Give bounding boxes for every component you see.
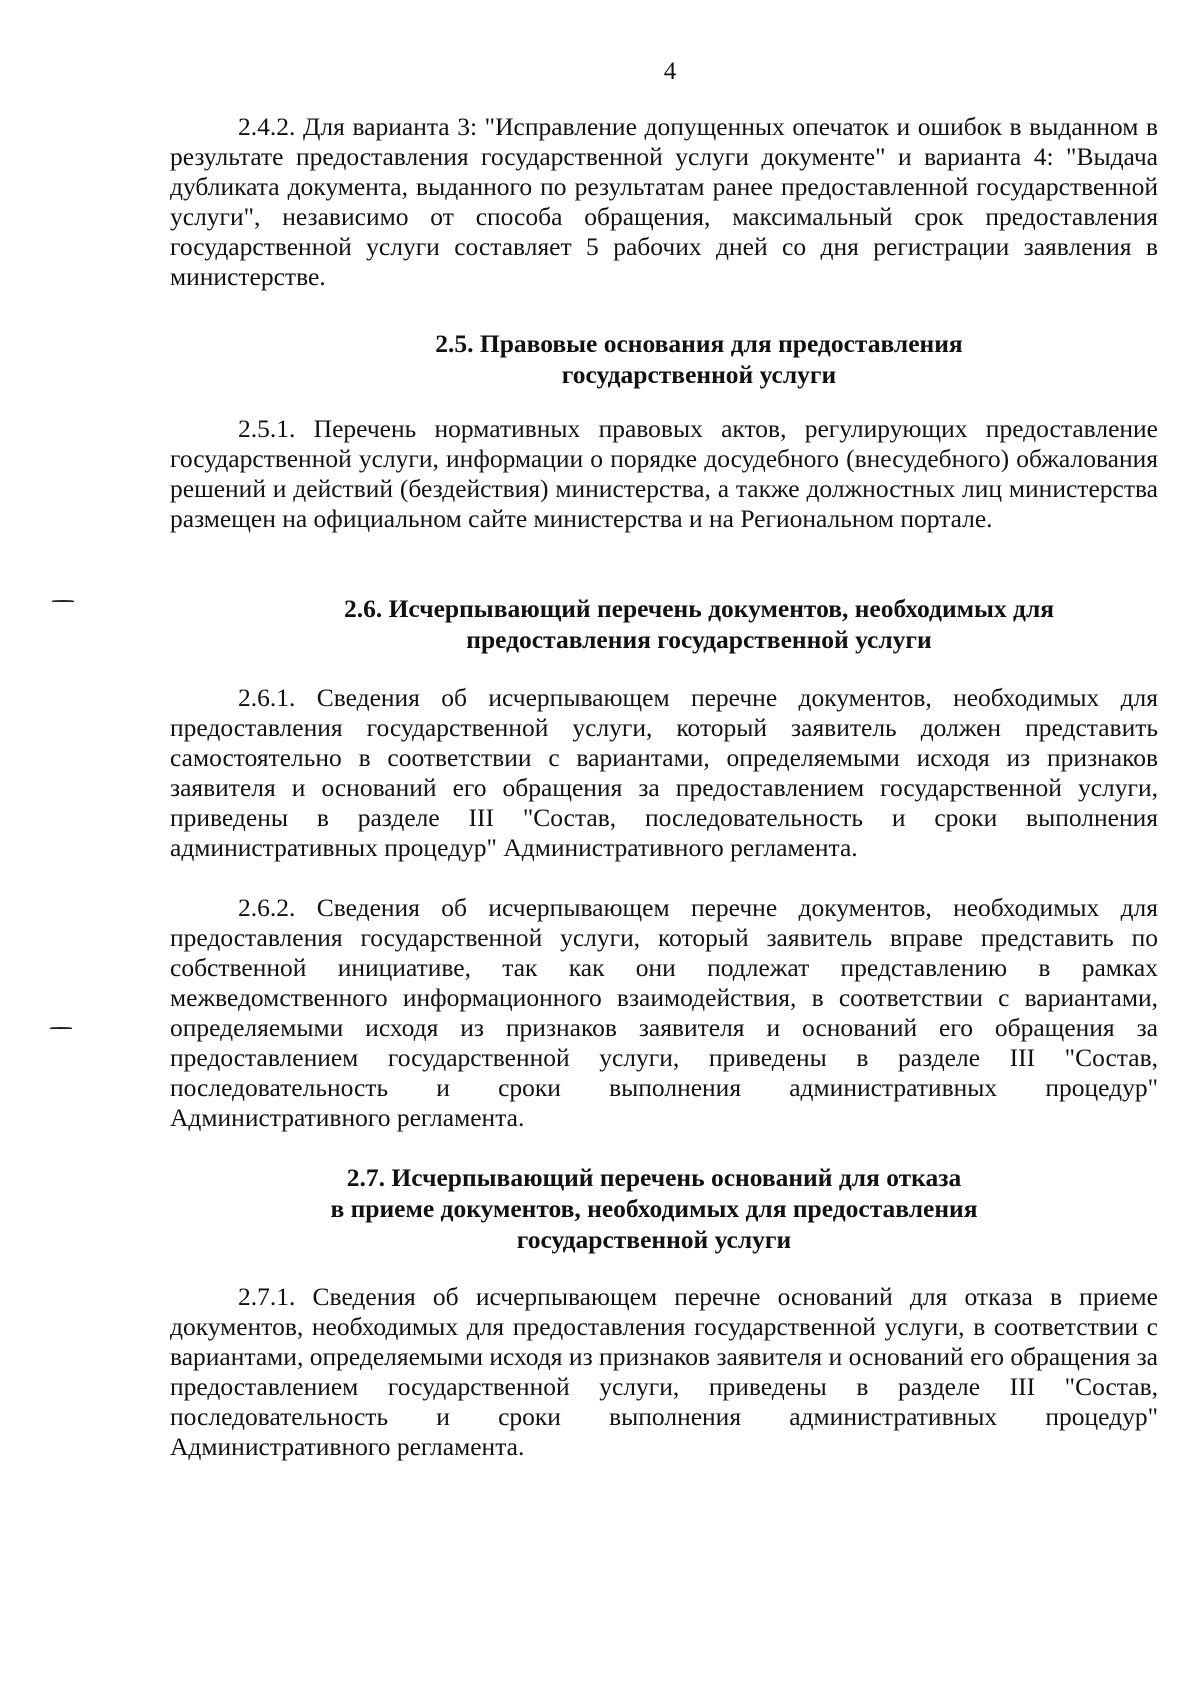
heading-2-5 — [205, 328, 1193, 390]
paragraph-text: 2.5.1. Перечень нормативных правовых актов, регулирующих предоставление государственной услуги, информации о порядке досудебного (внесудебного) обжалования решений и действий (бездействия) министерства, а также должностных лиц министерства размещен на официальном сайте министерства и на Региональном портале. — [170, 414, 1158, 533]
paragraph-text: 2.6.1. Сведения об исчерпывающем перечне документов, необходимых для предоставления государственной услуги, который заявитель должен представить самостоятельно в соответствии с вариантами, определяемыми исходя из признаков заявителя и оснований его обращения за предоставлением государственной услуги, приведены в разделе III "Состав, последовательность и сроки выполнения административных процедур" Административного регламента. — [170, 683, 1158, 862]
heading-line: 2.6. Исчерпывающий перечень документов, необходимых для — [343, 594, 1055, 623]
scan-mark — [52, 600, 74, 602]
paragraph-2-6-1 — [170, 683, 1158, 863]
scan-mark — [50, 1027, 72, 1029]
heading-line: 2.5. Правовые основания для предоставления — [435, 329, 963, 358]
paragraph-text: 2.7.1. Сведения об исчерпывающем перечне оснований для отказа в приеме документов, необходимых для предоставления государственной услуги, в соответствии с вариантами, определяемыми исходя из признаков заявителя и оснований его обращения за предоставлением государственной услуги, приведены в разделе III "Состав, последовательность и сроки выполнения административных процедур" Административного регламента. — [170, 1282, 1158, 1461]
heading-line: государственной услуги — [561, 360, 837, 389]
heading-2-6 — [205, 593, 1193, 655]
page-number: 4 — [663, 58, 677, 85]
heading-2-7 — [160, 1162, 1148, 1255]
paragraph-text: 2.4.2. Для варианта 3: "Исправление допущенных опечаток и ошибок в выданном в результате предоставления государственной услуги документе" и варианта 4: "Выдача дубликата документа, выданного по результатам ранее предоставленной государственной услуги", независимо от способа обращения, максимальный срок предоставления государственной услуги составляет 5 рабочих дней со дня регистрации заявления в министерстве. — [170, 112, 1158, 291]
heading-line: 2.7. Исчерпывающий перечень оснований для отказа — [346, 1163, 962, 1192]
heading-line: в приеме документов, необходимых для предоставления — [330, 1194, 978, 1223]
heading-line: государственной услуги — [516, 1225, 792, 1254]
heading-line: предоставления государственной услуги — [466, 625, 932, 654]
paragraph-2-5-1 — [170, 414, 1158, 534]
paragraph-2-4-2 — [170, 112, 1158, 292]
paragraph-2-6-2 — [170, 893, 1158, 1133]
paragraph-2-7-1 — [170, 1282, 1158, 1462]
paragraph-text: 2.6.2. Сведения об исчерпывающем перечне документов, необходимых для предоставления государственной услуги, который заявитель вправе представить по собственной инициативе, так как они подлежат представлению в рамках межведомственного информационного взаимодействия, в соответствии с вариантами, определяемыми исходя из признаков заявителя и оснований его обращения за предоставлением государственной услуги, приведены в разделе III "Состав, последовательность и сроки выполнения административных процедур" Административного регламента. — [170, 893, 1158, 1132]
